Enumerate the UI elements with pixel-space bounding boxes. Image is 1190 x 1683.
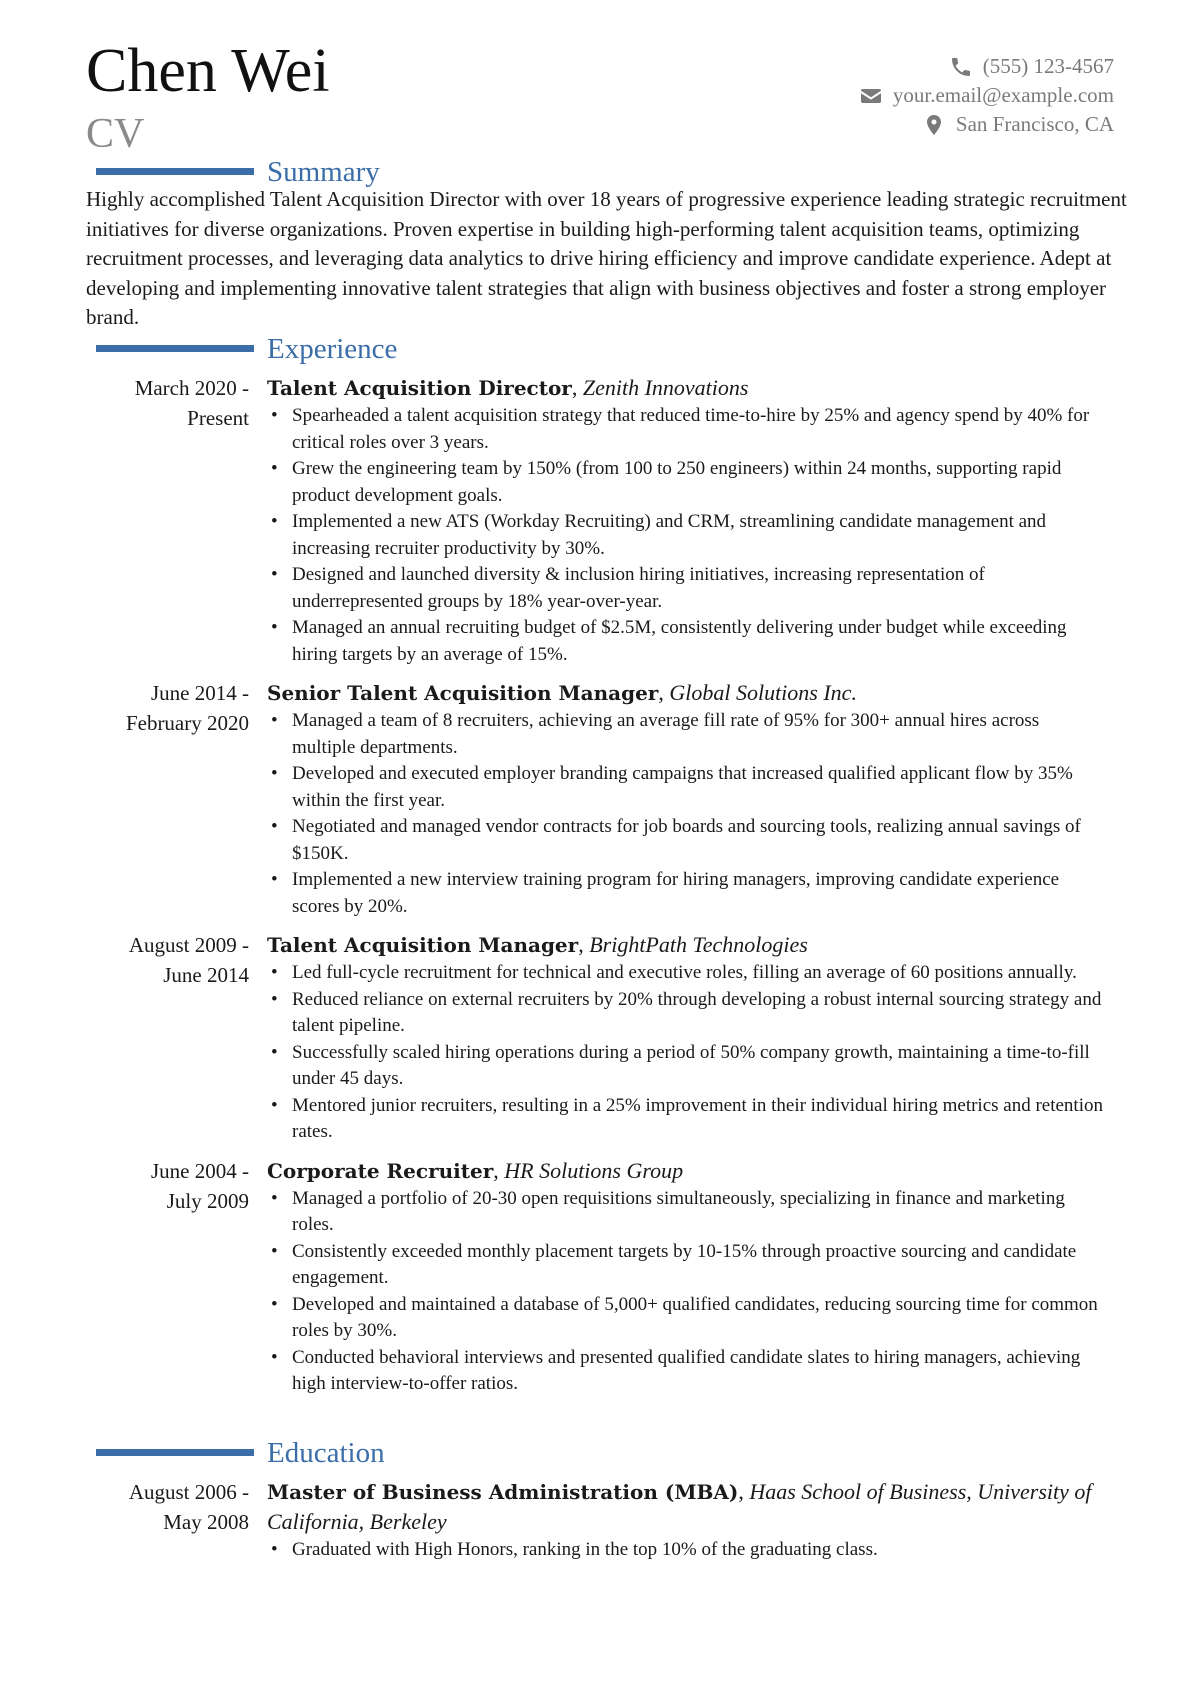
candidate-name: Chen Wei bbox=[86, 37, 330, 105]
entry-bullets bbox=[267, 1537, 1107, 1564]
date-end: July 2009 bbox=[166, 1188, 249, 1213]
entry-organization: BrightPath Technologies bbox=[589, 932, 808, 957]
date-start: August 2006 - bbox=[128, 1480, 249, 1504]
entry-bullets bbox=[267, 708, 1107, 920]
entry-organization: Haas School of Business, University of California, Berkeley bbox=[267, 1479, 1092, 1534]
bullet-item: • Grew the engineering team by 150% (from 100 to 250 engineers) within 24 months, supporting rapid product development goals. bbox=[267, 456, 1107, 509]
education-list bbox=[0, 1477, 1190, 1574]
title-separator: , bbox=[658, 680, 670, 705]
contact-location bbox=[859, 110, 1114, 139]
contact-phone bbox=[859, 52, 1114, 81]
entry-organization: Global Solutions Inc. bbox=[669, 680, 857, 705]
bullet-item: • Reduced reliance on external recruiters by 20% through developing a robust internal sourcing strategy and talent pipeline. bbox=[267, 987, 1107, 1040]
entry-heading bbox=[267, 678, 1107, 708]
experience-entry bbox=[0, 678, 1190, 920]
section-accent-bar bbox=[96, 1449, 254, 1456]
entry-bullets bbox=[267, 1186, 1107, 1398]
experience-entry bbox=[0, 930, 1190, 1146]
document-subtitle: CV bbox=[86, 111, 145, 157]
entry-heading bbox=[267, 930, 1107, 960]
bullet-item: • Led full-cycle recruitment for technical and executive roles, filling an average of 60 positions annually. bbox=[267, 960, 1107, 987]
bullet-item: • Negotiated and managed vendor contracts for job boards and sourcing tools, realizing annual savings of $150K. bbox=[267, 814, 1107, 867]
entry-title: Talent Acquisition Director bbox=[267, 376, 572, 400]
bullet-item: • Consistently exceeded monthly placement targets by 10-15% through proactive sourcing and candidate engagement. bbox=[267, 1239, 1107, 1292]
entry-body bbox=[267, 930, 1107, 1146]
date-start: March 2020 - bbox=[134, 376, 249, 400]
entry-dates bbox=[86, 373, 249, 433]
entry-heading bbox=[267, 1156, 1107, 1186]
contact-email bbox=[859, 81, 1114, 110]
phone-icon bbox=[949, 55, 973, 79]
bullet-item: • Developed and executed employer branding campaigns that increased qualified applicant flow by 35% within the first year. bbox=[267, 761, 1107, 814]
education-entry bbox=[0, 1477, 1190, 1564]
bullet-item: • Implemented a new ATS (Workday Recruiting) and CRM, streamlining candidate management and increasing recruiter productivity by 30%. bbox=[267, 509, 1107, 562]
phone-text: (555) 123-4567 bbox=[982, 54, 1114, 78]
entry-dates bbox=[86, 678, 249, 738]
bullet-item: • Implemented a new interview training program for hiring managers, improving candidate experience scores by 20%. bbox=[267, 867, 1107, 920]
date-start: June 2004 - bbox=[151, 1158, 249, 1183]
entry-title: Senior Talent Acquisition Manager bbox=[267, 681, 659, 705]
section-title-experience: Experience bbox=[267, 333, 398, 365]
bullet-item: • Designed and launched diversity & inclusion hiring initiatives, increasing representation of underrepresented groups by 18% year-over-year. bbox=[267, 562, 1107, 615]
bullet-item: • Graduated with High Honors, ranking in the top 10% of the graduating class. bbox=[267, 1537, 1107, 1564]
entry-body bbox=[267, 1156, 1107, 1398]
date-end: June 2014 bbox=[163, 963, 249, 987]
bullet-item: • Spearheaded a talent acquisition strategy that reduced time-to-hire by 25% and agency spend by 40% for critical roles over 3 years. bbox=[267, 403, 1107, 456]
entry-heading bbox=[267, 373, 1107, 403]
entry-body bbox=[267, 373, 1107, 668]
entry-bullets bbox=[267, 960, 1107, 1146]
title-separator: , bbox=[578, 932, 590, 957]
bullet-item: • Managed an annual recruiting budget of $2.5M, consistently delivering under budget while exceeding hiring targets by an average of 15%. bbox=[267, 615, 1107, 668]
entry-organization: HR Solutions Group bbox=[504, 1157, 684, 1183]
bullet-item: • Managed a portfolio of 20-30 open requisitions simultaneously, specializing in finance and marketing roles. bbox=[267, 1186, 1107, 1239]
map-pin-icon bbox=[922, 113, 946, 137]
experience-entry bbox=[0, 1156, 1190, 1398]
date-end: May 2008 bbox=[163, 1510, 249, 1534]
section-title-education: Education bbox=[267, 1437, 385, 1469]
bullet-item: • Conducted behavioral interviews and presented qualified candidate slates to hiring managers, achieving high interview-to-offer ratios. bbox=[267, 1345, 1107, 1398]
date-start: June 2014 - bbox=[151, 681, 249, 705]
title-separator: , bbox=[738, 1479, 750, 1504]
envelope-icon bbox=[859, 84, 883, 108]
bullet-item: • Successfully scaled hiring operations during a period of 50% company growth, maintaining a time-to-fill under 45 days. bbox=[267, 1040, 1107, 1093]
entry-heading bbox=[267, 1477, 1107, 1537]
entry-dates bbox=[86, 1156, 249, 1216]
bullet-item: • Managed a team of 8 recruiters, achieving an average fill rate of 95% for 300+ annual hires across multiple departments. bbox=[267, 708, 1107, 761]
experience-entry bbox=[0, 373, 1190, 668]
bullet-item: • Developed and maintained a database of 5,000+ qualified candidates, reducing sourcing time for common roles by 30%. bbox=[267, 1292, 1107, 1345]
entry-dates bbox=[86, 1477, 249, 1537]
entry-bullets bbox=[267, 403, 1107, 668]
entry-title: Master of Business Administration (MBA) bbox=[267, 1480, 739, 1504]
date-start: August 2009 - bbox=[128, 933, 249, 957]
entry-dates bbox=[86, 930, 249, 990]
title-separator: , bbox=[493, 1157, 505, 1183]
location-text: San Francisco, CA bbox=[955, 112, 1114, 136]
entry-body bbox=[267, 1477, 1107, 1564]
section-title-summary: Summary bbox=[267, 156, 380, 188]
section-accent-bar bbox=[96, 168, 254, 175]
entry-title: Corporate Recruiter bbox=[267, 1158, 494, 1183]
bullet-item: • Mentored junior recruiters, resulting in a 25% improvement in their individual hiring metrics and retention rates. bbox=[267, 1093, 1107, 1146]
date-end: February 2020 bbox=[125, 711, 249, 735]
entry-body bbox=[267, 678, 1107, 920]
entry-title: Talent Acquisition Manager bbox=[267, 933, 579, 957]
date-end: Present bbox=[187, 406, 249, 430]
title-separator: , bbox=[571, 375, 583, 400]
summary-paragraph: Highly accomplished Talent Acquisition Director with over 18 years of progressive experience leading strategic recruitment initiatives for diverse organizations. Proven expertise in building high-performing talent acquisition teams, optimizing recruitment processes, and leveraging data analytics to drive hiring efficiency and improve candidate experience. Adept at developing and implementing innovative talent strategies that align with business objectives and foster a strong employer brand. bbox=[86, 187, 1127, 330]
section-accent-bar bbox=[96, 345, 254, 352]
entry-organization: Zenith Innovations bbox=[582, 375, 749, 400]
contact-block bbox=[859, 52, 1114, 139]
experience-list bbox=[0, 373, 1190, 1408]
email-text: your.email@example.com bbox=[892, 83, 1114, 107]
